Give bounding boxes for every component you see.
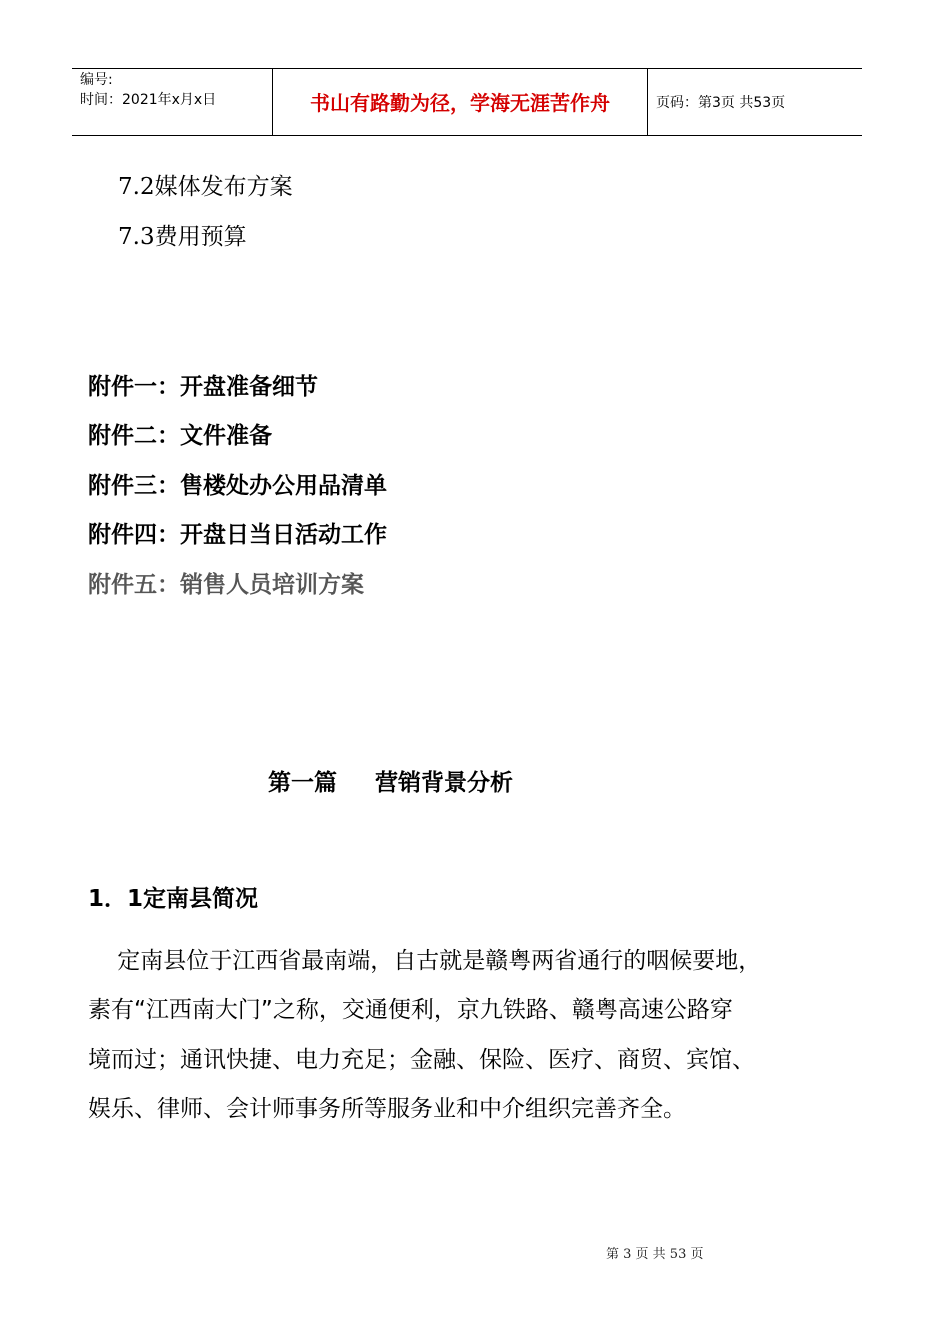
header-id-label: 编号: [80, 72, 113, 88]
header-divider-right [647, 68, 648, 136]
paragraph-line: 娱乐、律师、会计师事务所等服务业和中介组织完善齐全。 [88, 1096, 686, 1122]
header-top-rule [72, 68, 862, 69]
chapter-heading [268, 768, 513, 798]
annex-item: 附件五：销售人员培训方案 [88, 572, 364, 598]
section-heading: 1．1定南县简况 [88, 886, 259, 912]
paragraph-line: 境而过；通讯快捷、电力充足；金融、保险、医疗、商贸、宾馆、 [88, 1047, 755, 1073]
annex-item: 附件二：文件准备 [88, 423, 272, 449]
annex-item: 附件四：开盘日当日活动工作 [88, 522, 387, 548]
chapter-number: 第一篇 [268, 770, 337, 796]
paragraph-line: 定南县位于江西省最南端，自古就是赣粤两省通行的咽候要地， [88, 948, 762, 974]
chapter-title: 营销背景分析 [375, 770, 513, 796]
header-page-label: 页码：第3页 共53页 [656, 95, 786, 111]
header-bottom-rule [72, 135, 862, 136]
footer-page-number: 第 3 页 共 53 页 [606, 1247, 704, 1262]
paragraph-line: 素有“江西南大门”之称，交通便利，京九铁路、赣粤高速公路穿 [88, 997, 733, 1023]
toc-item: 7.2媒体发布方案 [118, 174, 293, 200]
annex-item: 附件一：开盘准备细节 [88, 374, 318, 400]
toc-item: 7.3费用预算 [118, 224, 247, 250]
header-motto: 书山有路勤为径，学海无涯苦作舟 [310, 91, 610, 115]
header-time-label: 时间：2021年x月x日 [80, 92, 217, 108]
annex-item: 附件三：售楼处办公用品清单 [88, 473, 387, 499]
